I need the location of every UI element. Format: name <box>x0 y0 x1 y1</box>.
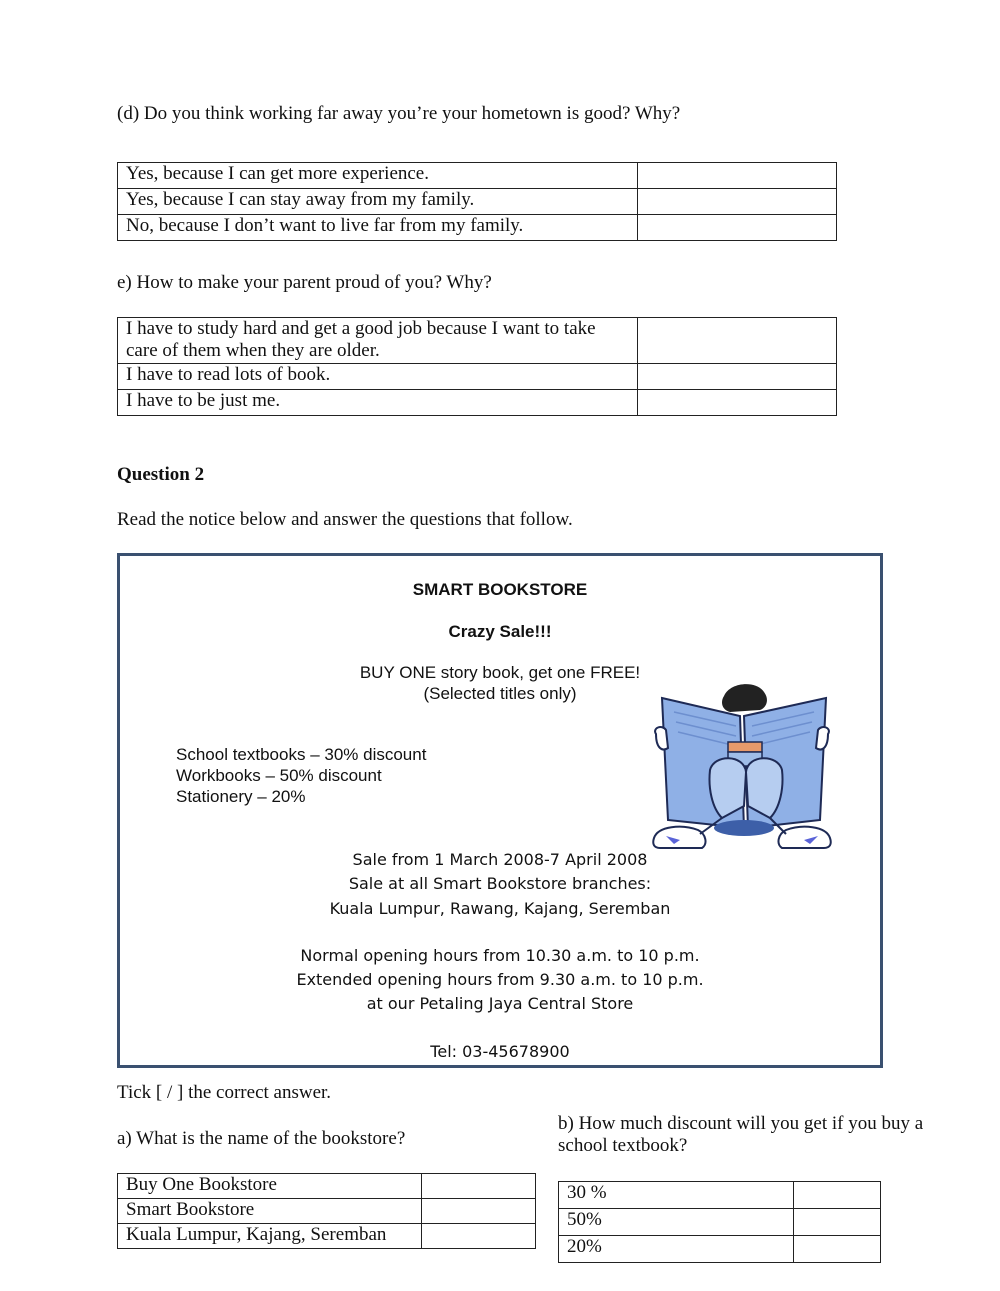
question-a: a) What is the name of the bookstore? <box>117 1128 406 1149</box>
branches-label: Sale at all Smart Bookstore branches: <box>348 874 652 893</box>
option-text: I have to study hard and get a good job because I want to take care of them when they are older. <box>118 318 638 364</box>
question-d-options-table <box>117 162 837 241</box>
table-row <box>118 364 837 390</box>
table-row <box>118 1174 536 1199</box>
discount-item: Stationery – 20% <box>176 787 306 806</box>
telephone: Tel: 03-45678900 <box>430 1042 570 1061</box>
option-text: 50% <box>559 1209 794 1236</box>
option-text: Smart Bookstore <box>118 1199 422 1224</box>
tick-box[interactable] <box>638 390 837 416</box>
option-text: 20% <box>559 1236 794 1263</box>
table-row <box>118 390 837 416</box>
question-e-options-table <box>117 317 837 416</box>
reading-child-illustration <box>652 678 832 863</box>
hours-normal: Normal opening hours from 10.30 a.m. to 10 p.m. <box>300 946 700 965</box>
table-row <box>118 215 837 241</box>
question-b: b) How much discount will you get if you buy a school textbook? <box>558 1113 924 1156</box>
option-text: Buy One Bookstore <box>118 1174 422 1199</box>
option-text: No, because I don’t want to live far from my family. <box>118 215 638 241</box>
option-text: 30 % <box>559 1182 794 1209</box>
table-row <box>559 1236 881 1263</box>
question-2-instruction: Read the notice below and answer the questions that follow. <box>117 509 573 530</box>
tick-box[interactable] <box>638 318 837 364</box>
discount-item: School textbooks – 30% discount <box>176 745 427 764</box>
notice-title: SMART BOOKSTORE <box>412 580 588 599</box>
hours-store: at our Petaling Jaya Central Store <box>366 994 634 1013</box>
tick-box[interactable] <box>794 1182 881 1209</box>
table-row <box>118 1199 536 1224</box>
tick-box[interactable] <box>422 1224 536 1249</box>
question-a-options-table <box>117 1173 536 1249</box>
table-row <box>118 163 837 189</box>
bookstore-notice <box>117 553 883 1068</box>
notice-offer-note: (Selected titles only) <box>423 684 577 703</box>
table-row <box>559 1209 881 1236</box>
question-e: e) How to make your parent proud of you? Why? <box>117 272 492 293</box>
option-text: I have to read lots of book. <box>118 364 638 390</box>
table-row <box>118 318 837 364</box>
tick-box[interactable] <box>794 1236 881 1263</box>
branches-list: Kuala Lumpur, Rawang, Kajang, Seremban <box>329 899 671 918</box>
table-row <box>559 1182 881 1209</box>
sale-dates: Sale from 1 March 2008-7 April 2008 <box>352 850 648 869</box>
question-d: (d) Do you think working far away you’re your hometown is good? Why? <box>117 103 681 124</box>
option-text: Yes, because I can stay away from my family. <box>118 189 638 215</box>
table-row <box>118 1224 536 1249</box>
tick-box[interactable] <box>794 1209 881 1236</box>
notice-subtitle: Crazy Sale!!! <box>448 622 552 641</box>
tick-box[interactable] <box>638 189 837 215</box>
question-2-heading: Question 2 <box>117 464 205 485</box>
hours-extended: Extended opening hours from 9.30 a.m. to 10 p.m. <box>296 970 704 989</box>
tick-box[interactable] <box>638 215 837 241</box>
option-text: I have to be just me. <box>118 390 638 416</box>
question-b-options-table <box>558 1181 881 1263</box>
notice-offer: BUY ONE story book, get one FREE! <box>359 663 641 682</box>
tick-box[interactable] <box>422 1174 536 1199</box>
tick-box[interactable] <box>638 364 837 390</box>
option-text: Yes, because I can get more experience. <box>118 163 638 189</box>
tick-instruction: Tick [ / ] the correct answer. <box>117 1082 332 1103</box>
option-text: Kuala Lumpur, Kajang, Seremban <box>118 1224 422 1249</box>
table-row <box>118 189 837 215</box>
tick-box[interactable] <box>422 1199 536 1224</box>
tick-box[interactable] <box>638 163 837 189</box>
discount-item: Workbooks – 50% discount <box>176 766 382 785</box>
